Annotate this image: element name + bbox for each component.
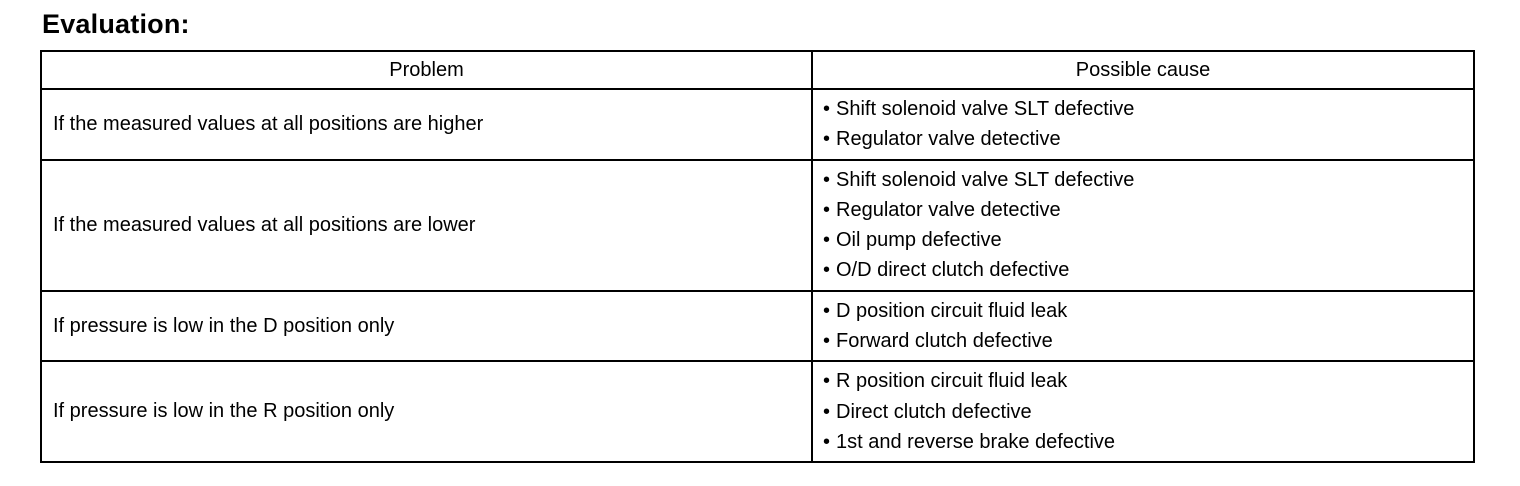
bullet-icon: • bbox=[823, 168, 831, 191]
bullet-icon: • bbox=[823, 98, 831, 120]
causes-cell bbox=[812, 291, 1474, 362]
evaluation-table bbox=[40, 50, 1475, 463]
cause-item bbox=[823, 397, 1473, 427]
causes-cell bbox=[812, 361, 1474, 462]
column-header-possible-cause: Possible cause bbox=[812, 51, 1474, 89]
cause-item bbox=[823, 124, 1473, 154]
cause-item bbox=[823, 296, 1473, 326]
bullet-icon: • bbox=[823, 229, 831, 252]
cause-text: Direct clutch defective bbox=[836, 400, 1032, 423]
cause-item bbox=[823, 255, 1473, 285]
cause-item bbox=[823, 165, 1473, 195]
cause-item bbox=[823, 225, 1473, 255]
bullet-icon: • bbox=[823, 128, 831, 151]
cause-text: Regulator valve detective bbox=[836, 128, 1061, 151]
table-row bbox=[41, 291, 1474, 362]
cause-text: Shift solenoid valve SLT defective bbox=[836, 168, 1135, 191]
bullet-icon: • bbox=[823, 259, 831, 282]
cause-text: Shift solenoid valve SLT defective bbox=[836, 98, 1135, 120]
cause-item bbox=[823, 427, 1473, 457]
bullet-icon: • bbox=[823, 370, 831, 393]
bullet-icon: • bbox=[823, 400, 831, 423]
cause-item bbox=[823, 94, 1473, 124]
problem-cell: If the measured values at all positions are higher bbox=[41, 89, 812, 160]
cause-text: Regulator valve detective bbox=[836, 198, 1061, 221]
cause-text: Forward clutch defective bbox=[836, 330, 1053, 353]
column-header-problem: Problem bbox=[41, 51, 812, 89]
cause-text: D position circuit fluid leak bbox=[836, 299, 1068, 322]
cause-item bbox=[823, 195, 1473, 225]
table-header-row bbox=[41, 51, 1474, 89]
causes-cell bbox=[812, 89, 1474, 160]
bullet-icon: • bbox=[823, 430, 831, 453]
problem-cell: If pressure is low in the R position only bbox=[41, 361, 812, 462]
cause-text: Oil pump defective bbox=[836, 229, 1002, 252]
bullet-icon: • bbox=[823, 330, 831, 353]
table-row bbox=[41, 361, 1474, 462]
bullet-icon: • bbox=[823, 299, 831, 322]
cause-item bbox=[823, 326, 1473, 356]
cause-text: R position circuit fluid leak bbox=[836, 370, 1068, 393]
cause-text: 1st and reverse brake defective bbox=[836, 430, 1116, 453]
cause-item bbox=[823, 366, 1473, 396]
problem-cell: If the measured values at all positions are lower bbox=[41, 160, 812, 291]
table-row bbox=[41, 160, 1474, 291]
causes-cell bbox=[812, 160, 1474, 291]
page-title: Evaluation: bbox=[42, 9, 190, 39]
table-row bbox=[41, 89, 1474, 160]
cause-text: O/D direct clutch defective bbox=[836, 259, 1070, 282]
problem-cell: If pressure is low in the D position only bbox=[41, 291, 812, 362]
bullet-icon: • bbox=[823, 198, 831, 221]
